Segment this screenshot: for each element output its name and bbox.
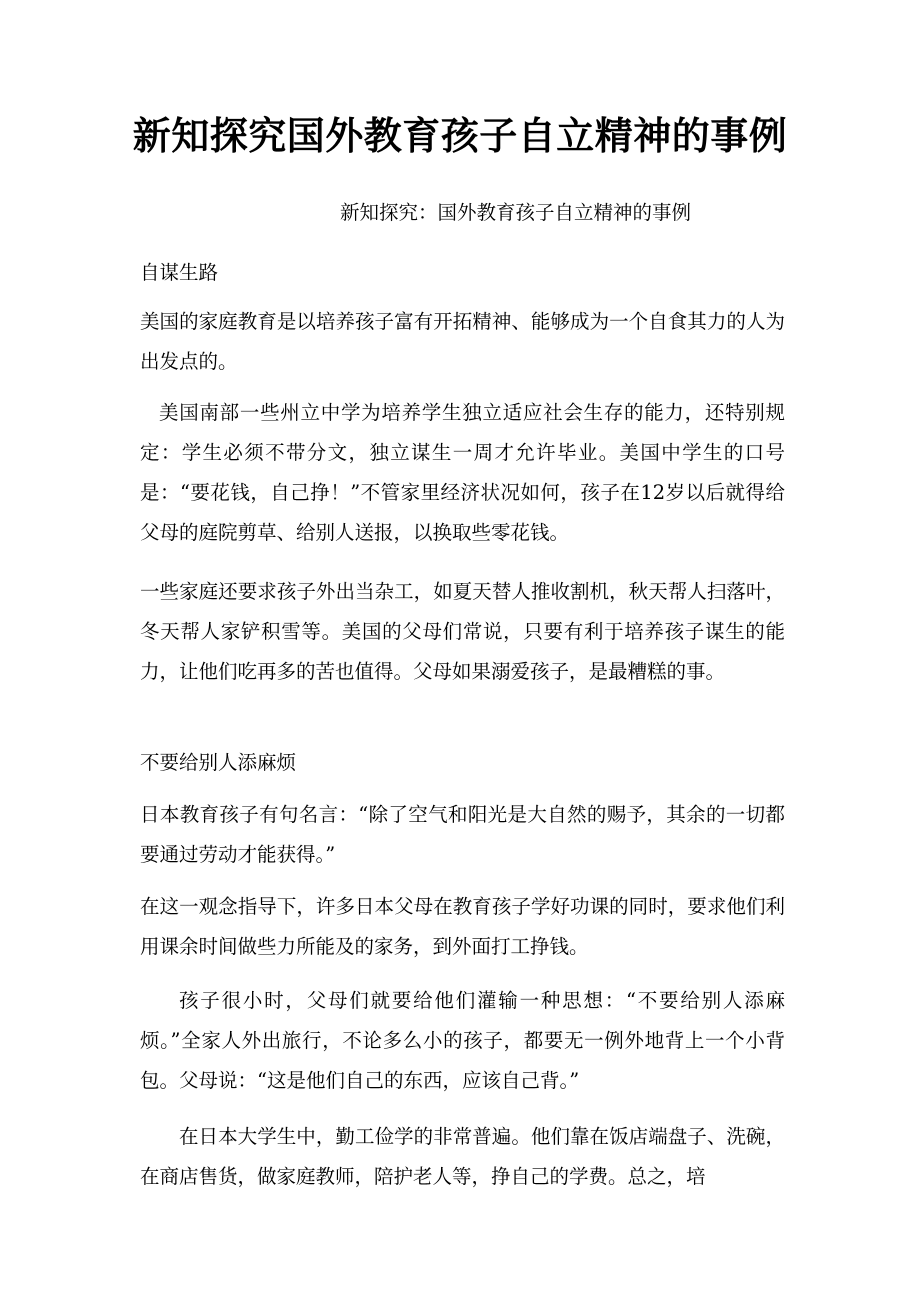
paragraph-japan-saying: 日本教育孩子有句名言：“除了空气和阳光是大自然的赐予，其余的一切都要通过劳动才能获得。”: [140, 803, 785, 866]
document-subtitle: 新知探究：国外教育孩子自立精神的事例: [340, 201, 692, 224]
section-heading-self-reliance: 自谋生路: [140, 261, 219, 284]
paragraph-japan-housework: 在这一观念指导下，许多日本父母在教育孩子学好功课的同时，要求他们利用课余时间做些力所能及的家务，到外面打工挣钱。: [140, 895, 785, 958]
paragraph-us-odd-jobs: 一些家庭还要求孩子外出当杂工，如夏天替人推收割机，秋天帮人扫落叶，冬天帮人家铲积雪等。美国的父母们常说，只要有利于培养孩子谋生的能力，让他们吃再多的苦也值得。父母如果溺爱孩子，是最糟糕的事。: [140, 580, 785, 683]
paragraph-japan-university: 在日本大学生中，勤工俭学的非常普遍。他们靠在饭店端盘子、洗碗，在商店售货，做家庭教师，陪护老人等，挣自己的学费。总之，培: [140, 1125, 785, 1188]
paragraph-us-southern-schools: 美国南部一些州立中学为培养学生独立适应社会生存的能力，还特别规定：学生必须不带分文，独立谋生一周才允许毕业。美国中学生的口号是：“要花钱，自己挣！”不管家里经济状况如何，孩子在12岁以后就得给父母的庭院剪草、给别人送报，以换取些零花钱。: [140, 401, 785, 544]
paragraph-us-family-education: 美国的家庭教育是以培养孩子富有开拓精神、能够成为一个自食其力的人为出发点的。: [140, 310, 785, 373]
document-title: 新知探究国外教育孩子自立精神的事例: [132, 113, 788, 158]
section-heading-no-trouble: 不要给别人添麻烦: [140, 751, 297, 774]
paragraph-japan-backpack: 孩子很小时，父母们就要给他们灌输一种思想：“不要给别人添麻烦。”全家人外出旅行，不论多么小的孩子，都要无一例外地背上一个小背包。父母说：“这是他们自己的东西，应该自己背。”: [140, 989, 785, 1092]
